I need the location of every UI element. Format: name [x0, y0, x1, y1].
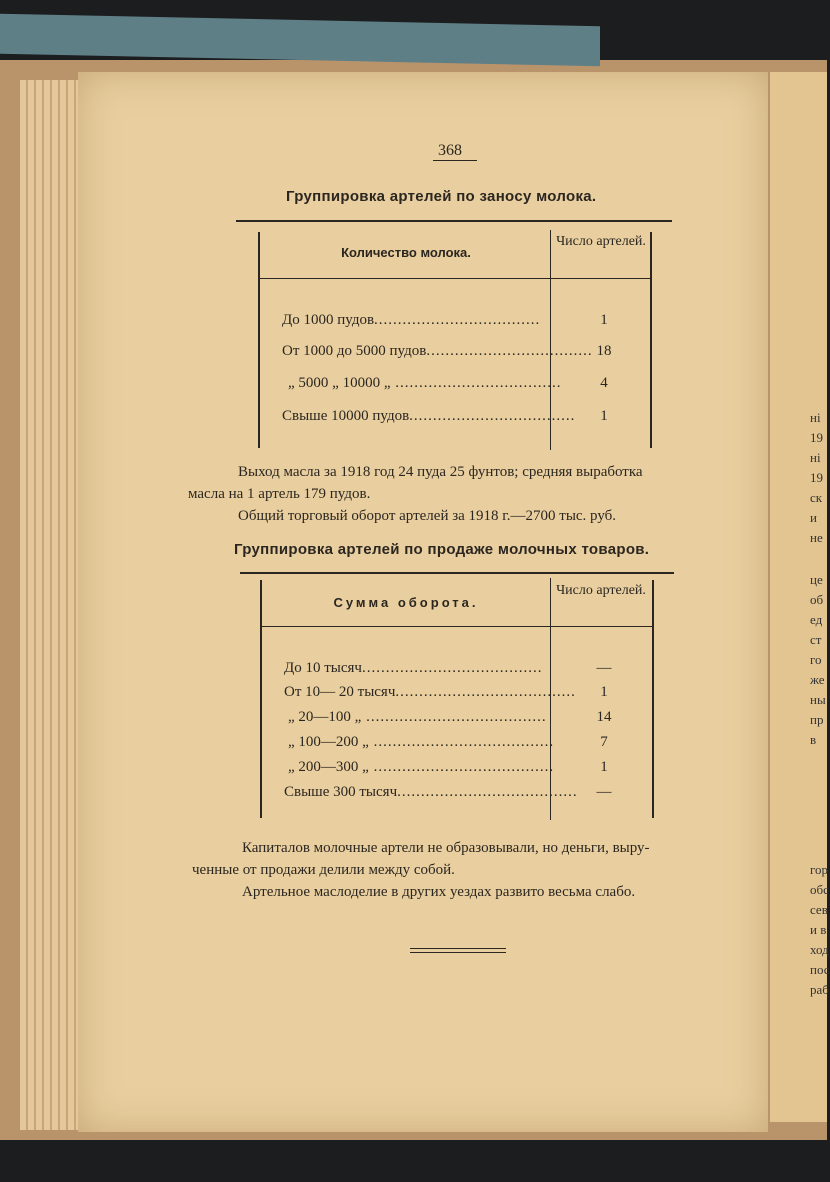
book-page: [78, 72, 768, 1132]
adjacent-page-fragment: и: [810, 510, 817, 525]
adjacent-page-fragment: об: [810, 592, 824, 607]
table2-header-count: Число артелей.: [556, 583, 646, 598]
table1-title: Группировка артелей по заносу молока.: [286, 188, 597, 205]
table2-row: „ 100—200 „ ......................................: [288, 734, 555, 750]
book-cover-edge: [0, 14, 600, 67]
page-number: 368: [438, 142, 462, 159]
table1-value: 1: [600, 312, 608, 328]
adjacent-page-fragment: ход: [810, 942, 829, 957]
table2-row: До 10 тысяч......................................: [284, 660, 543, 676]
adjacent-page-fragment: пр: [810, 712, 824, 727]
table1-row: Свыше 10000 пудов...................................: [282, 408, 576, 424]
adjacent-page: [770, 72, 830, 1122]
table1-value: 4: [600, 375, 608, 391]
adjacent-page-fragment: 19: [810, 470, 823, 485]
table2-row: „ 20—100 „ ......................................: [288, 709, 547, 725]
paragraph1-line1: Выход масла за 1918 год 24 пуда 25 фунтов; средняя выработка: [238, 464, 643, 480]
paragraph2-line2: ченные от продажи делили между собой.: [192, 862, 455, 878]
adjacent-page-fragment: ны: [810, 692, 826, 707]
table2-row: „ 200—300 „ ......................................: [288, 759, 555, 775]
end-separator: [410, 948, 506, 949]
table1-top-rule: [236, 220, 672, 222]
table1-header-count: Число артелей.: [556, 234, 646, 249]
end-separator: [410, 952, 506, 953]
adjacent-page-fragment: и в: [810, 922, 827, 937]
table2-right-border: [652, 580, 654, 818]
table2-header-sum: Сумма оборота.: [333, 595, 479, 610]
page-number-underline: [433, 160, 477, 161]
adjacent-page-fragment: го: [810, 652, 822, 667]
table2-value: 1: [600, 684, 608, 700]
adjacent-page-fragment: ст: [810, 632, 822, 647]
paragraph2-line3: Артельное маслоделие в других уездах развито весьма слабо.: [242, 884, 636, 900]
table2-value: —: [596, 660, 612, 676]
table2-header-rule: [262, 626, 652, 627]
adjacent-page-fragment: не: [810, 530, 823, 545]
paragraph1-line2: масла на 1 артель 179 пудов.: [188, 486, 371, 502]
table1-left-border: [258, 232, 260, 448]
table2-title: Группировка артелей по продаже молочных товаров.: [234, 541, 650, 558]
adjacent-page-fragment: гор: [810, 862, 829, 877]
table2-value: 1: [600, 759, 608, 775]
table1-row: „ 5000 „ 10000 „ ...................................: [288, 375, 562, 391]
table2-left-border: [260, 580, 262, 818]
adjacent-page-fragment: в: [810, 732, 817, 747]
adjacent-page-fragment: ні: [810, 450, 821, 465]
adjacent-page-fragment: раб: [810, 982, 829, 997]
adjacent-page-fragment: пос: [810, 962, 830, 977]
table2-row: Свыше 300 тысяч......................................: [284, 784, 578, 800]
adjacent-page-fragment: обс: [810, 882, 829, 897]
table2-row: От 10— 20 тысяч......................................: [284, 684, 576, 700]
paragraph2-line1: Капиталов молочные артели не образовывали, но деньги, выру-: [242, 840, 650, 856]
adjacent-page-fragment: 19: [810, 430, 823, 445]
adjacent-page-fragment: ск: [810, 490, 823, 505]
table2-value: 7: [600, 734, 608, 750]
table1-header-quantity: Количество молока.: [341, 245, 471, 260]
table1-row: От 1000 до 5000 пудов...................................: [282, 343, 593, 359]
table1-header-rule: [260, 278, 650, 279]
table2-value: —: [596, 784, 612, 800]
adjacent-page-fragment: ед: [810, 612, 823, 627]
table1-row: До 1000 пудов...................................: [282, 312, 541, 328]
table1-value: 1: [600, 408, 608, 424]
adjacent-page-fragment: це: [810, 572, 823, 587]
adjacent-page-fragment: сев: [810, 902, 828, 917]
paragraph1-line3: Общий торговый оборот артелей за 1918 г.—2700 тыс. руб.: [238, 508, 617, 524]
table1-value: 18: [596, 343, 612, 359]
adjacent-page-fragment: ні: [810, 410, 821, 425]
table2-value: 14: [596, 709, 612, 725]
table2-top-rule: [240, 572, 674, 574]
adjacent-page-fragment: же: [810, 672, 825, 687]
